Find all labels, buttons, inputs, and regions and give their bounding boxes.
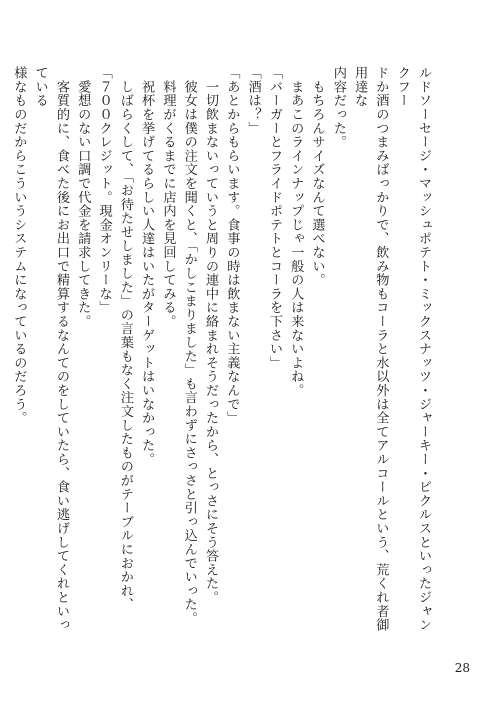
- text-line: 「酒は？」: [245, 66, 261, 135]
- text-line: 様なものだからこういうシステムになっているのだろう。: [11, 66, 27, 425]
- text-line: もちろんサイズなんて選べない。: [309, 66, 325, 287]
- text-line: 愛想のない口調で代金を請求してきた。: [75, 66, 91, 329]
- text-line: ルドソーセージ・マッシュポテト・ミックスナッツ・ジャーキー・ピクルスといったジャンクフー: [394, 66, 431, 632]
- text-line: 「あとからもらいます。食事の時は飲まない主義なんで」: [224, 66, 240, 425]
- text-line: 料理がくるまでに店内を見回してみる。: [160, 66, 176, 329]
- text-line: 彼女は僕の注文を聞くと、「かしこまりました」も言わずにさっさと引っ込んでいった。: [181, 66, 197, 626]
- text-line: しばらくして、「お待たせしました」の言葉もなく注文したものがテーブルにおかれ、: [117, 66, 133, 612]
- text-line: 「７００クレジット。現金オンリーな」: [96, 66, 112, 315]
- page-number: 28: [454, 661, 470, 675]
- text-line: 内容だった。: [330, 66, 346, 149]
- text-line: 客質的に、食べた後にお出口で精算するなんてのをしていたら、食い逃げしてくれといっている: [32, 66, 69, 632]
- text-line: まあこのラインナップじゃ一般の人は来ないよね。: [288, 66, 304, 398]
- vertical-text-body: [11, 66, 434, 641]
- text-line: 「バーガーとフライドポテトとコーラを下さい」: [266, 66, 282, 370]
- text-line: 祝杯を挙げてるらしい人達はいたがターゲットはいなかった。: [139, 66, 155, 467]
- text-line: 一切飲まないっていうと周りの連中に絡まれそうだったから、とっさにそう答えた。: [203, 66, 219, 605]
- text-line: ドか酒のつまみばっかりで、飲み物もコーラと水以外は全てアルコールという、荒くれ者御用達な: [352, 66, 389, 632]
